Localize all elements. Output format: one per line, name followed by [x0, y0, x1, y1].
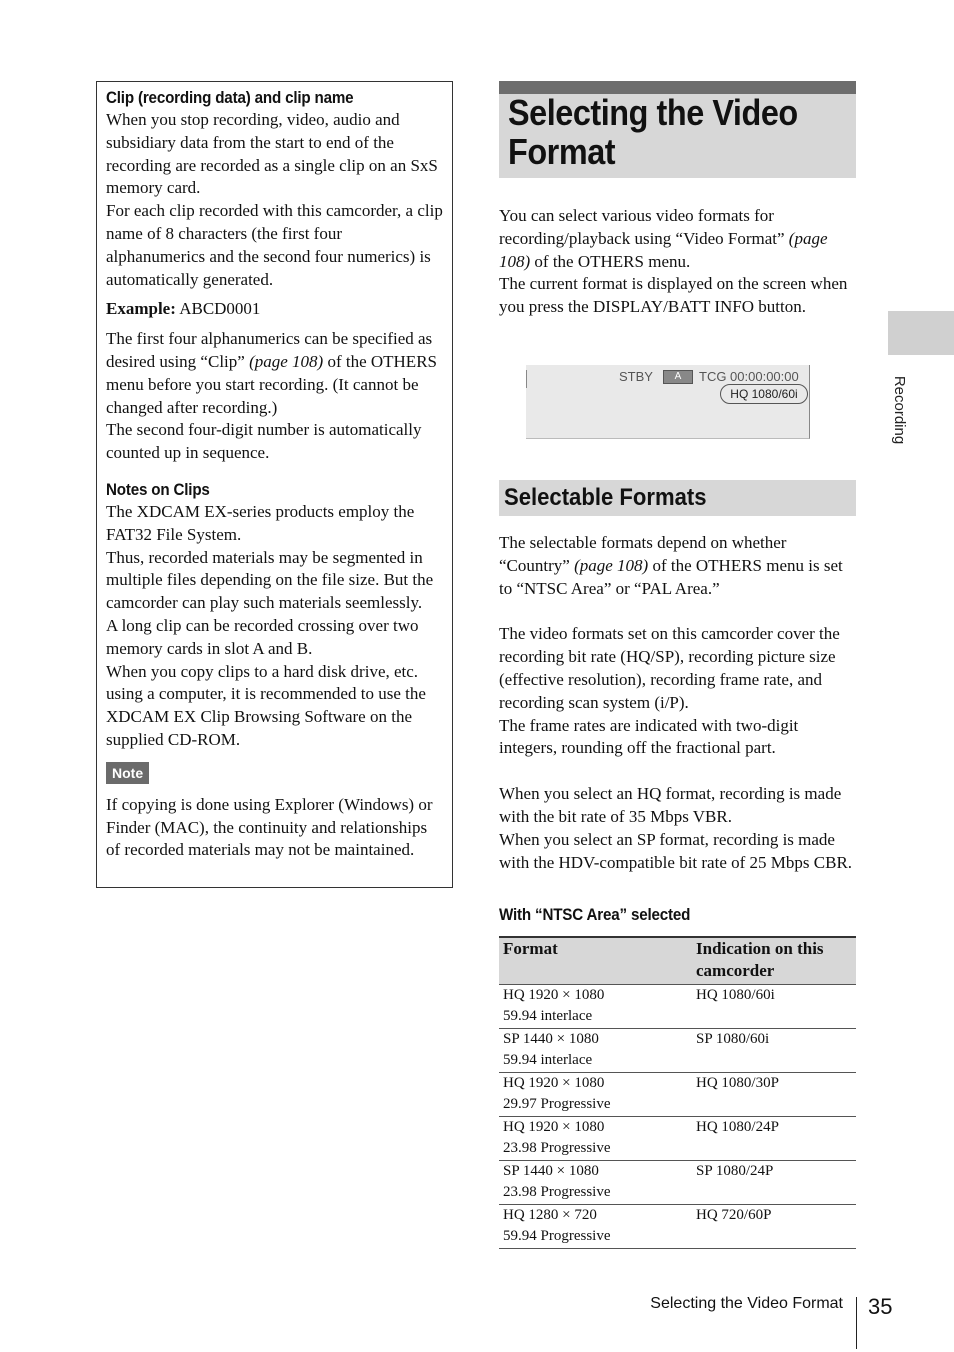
- table-row: [499, 1029, 856, 1073]
- clip-heading: Clip (recording data) and clip name: [106, 89, 354, 107]
- footer-section-title: Selecting the Video Format: [650, 1295, 843, 1312]
- indication-cell: SP 1080/24P: [692, 1161, 856, 1205]
- indication-cell: SP 1080/60i: [692, 1029, 856, 1073]
- intro-text: of the OTHERS menu.: [534, 251, 691, 271]
- format-cell: HQ 1920 × 1080 59.94 interlace: [499, 985, 692, 1029]
- indication-cell: HQ 720/60P: [692, 1205, 856, 1249]
- notes-paragraph: Thus, recorded materials may be segmented in multiple files depending on the file size. But the camcorder can play such materials seemlessly.: [106, 547, 434, 613]
- page-title: Selecting the Video Format: [508, 92, 798, 172]
- indication-cell: HQ 1080/60i: [692, 985, 856, 1029]
- format-cell: HQ 1920 × 1080 29.97 Progressive: [499, 1073, 692, 1117]
- intro-section: [499, 205, 856, 319]
- notes-paragraph: The XDCAM EX-series products employ the FAT32 File System.: [106, 501, 415, 544]
- clip-paragraph: [106, 328, 444, 419]
- clip-info-box: [96, 81, 453, 888]
- selectable-text: The selectable formats depend on whether “Country”: [499, 533, 787, 575]
- subheading-bar: [499, 480, 856, 516]
- clip-paragraph: The second four-digit number is automatically counted up in sequence.: [106, 420, 422, 463]
- selectable-section: [499, 532, 856, 874]
- standby-indicator: STBY: [619, 369, 653, 384]
- screen-edge: [526, 370, 527, 388]
- media-slot-icon: A: [663, 370, 693, 384]
- format-cell: HQ 1280 × 720 59.94 Progressive: [499, 1205, 692, 1249]
- page-number: 35: [868, 1294, 893, 1319]
- section-heading: Selectable Formats: [504, 484, 707, 511]
- clip-paragraph: For each clip recorded with this camcorder, a clip name of 8 characters (the first four alphanumerics and the second four numerics) is automatically generated.: [106, 201, 443, 289]
- clip-text: The first four alphanumerics can be specified as desired using “Clip”: [106, 329, 433, 371]
- screen-display: [526, 365, 810, 439]
- example-value: ABCD0001: [179, 299, 261, 319]
- example-label: Example:: [106, 299, 176, 319]
- selectable-text: of the OTHERS menu is set to “NTSC Area” or “PAL Area.”: [499, 555, 843, 598]
- page-reference: (page 108): [574, 555, 649, 575]
- timecode-display: TCG 00:00:00:00: [699, 369, 799, 384]
- title-bar: [499, 81, 856, 178]
- table-row: [499, 1073, 856, 1117]
- format-indicator: HQ 1080/60i: [720, 384, 808, 404]
- selectable-paragraph: When you select an HQ format, recording is made with the bit rate of 35 Mbps VBR.: [499, 784, 842, 826]
- notes-paragraph: A long clip can be recorded crossing over two memory cards in slot A and B.: [106, 615, 419, 658]
- note-badge: Note: [106, 762, 149, 784]
- clip-text: of the OTHERS menu before you start recording. (It cannot be changed after recording.): [106, 351, 437, 417]
- indication-cell: HQ 1080/24P: [692, 1117, 856, 1161]
- table-row: [499, 1117, 856, 1161]
- chapter-label: Recording: [891, 375, 908, 445]
- page-reference: (page 108): [249, 351, 324, 371]
- intro-paragraph: [499, 205, 856, 273]
- table-row: [499, 1161, 856, 1205]
- table-row: [499, 985, 856, 1029]
- format-cell: HQ 1920 × 1080 23.98 Progressive: [499, 1117, 692, 1161]
- clip-paragraph: When you stop recording, video, audio and subsidiary data from the start to end of the recording are recorded as a single clip on an SxS memory card.: [106, 110, 438, 198]
- note-text: If copying is done using Explorer (Windows) or Finder (MAC), the continuity and relationships of recorded materials may not be maintained.: [106, 794, 433, 860]
- footer-divider: [856, 1297, 857, 1349]
- selectable-paragraph: [499, 532, 856, 600]
- notes-paragraph: When you copy clips to a hard disk drive, etc. using a computer, it is recommended to use the XDCAM EX Clip Browsing Software on the supplied CD-ROM.: [106, 661, 426, 749]
- selectable-paragraph: The video formats set on this camcorder cover the recording bit rate (HQ/SP), recording picture size (effective resolution), recording frame rate, and recording scan system (i/P).: [499, 624, 840, 712]
- chapter-tab: [888, 311, 954, 355]
- intro-text: You can select various video formats for recording/playback using “Video Format”: [499, 206, 785, 248]
- format-table: [499, 936, 856, 1249]
- selectable-paragraph: The frame rates are indicated with two-digit integers, rounding off the fractional part.: [499, 715, 799, 758]
- clip-example: [106, 298, 444, 321]
- format-cell: SP 1440 × 1080 23.98 Progressive: [499, 1161, 692, 1205]
- page-reference: (page 108): [499, 228, 828, 271]
- intro-paragraph: The current format is displayed on the screen when you press the DISPLAY/BATT INFO button.: [499, 274, 848, 317]
- indication-cell: HQ 1080/30P: [692, 1073, 856, 1117]
- ntsc-heading: With “NTSC Area” selected: [499, 906, 691, 924]
- selectable-paragraph: When you select an SP format, recording is made with the HDV-compatible bit rate of 25 Mbps CBR.: [499, 829, 853, 872]
- format-cell: SP 1440 × 1080 59.94 interlace: [499, 1029, 692, 1073]
- table-header-row: [499, 937, 856, 985]
- notes-heading: Notes on Clips: [106, 480, 210, 499]
- column-header: Indication on this camcorder: [692, 937, 856, 985]
- table-row: [499, 1205, 856, 1249]
- column-header: Format: [499, 937, 692, 985]
